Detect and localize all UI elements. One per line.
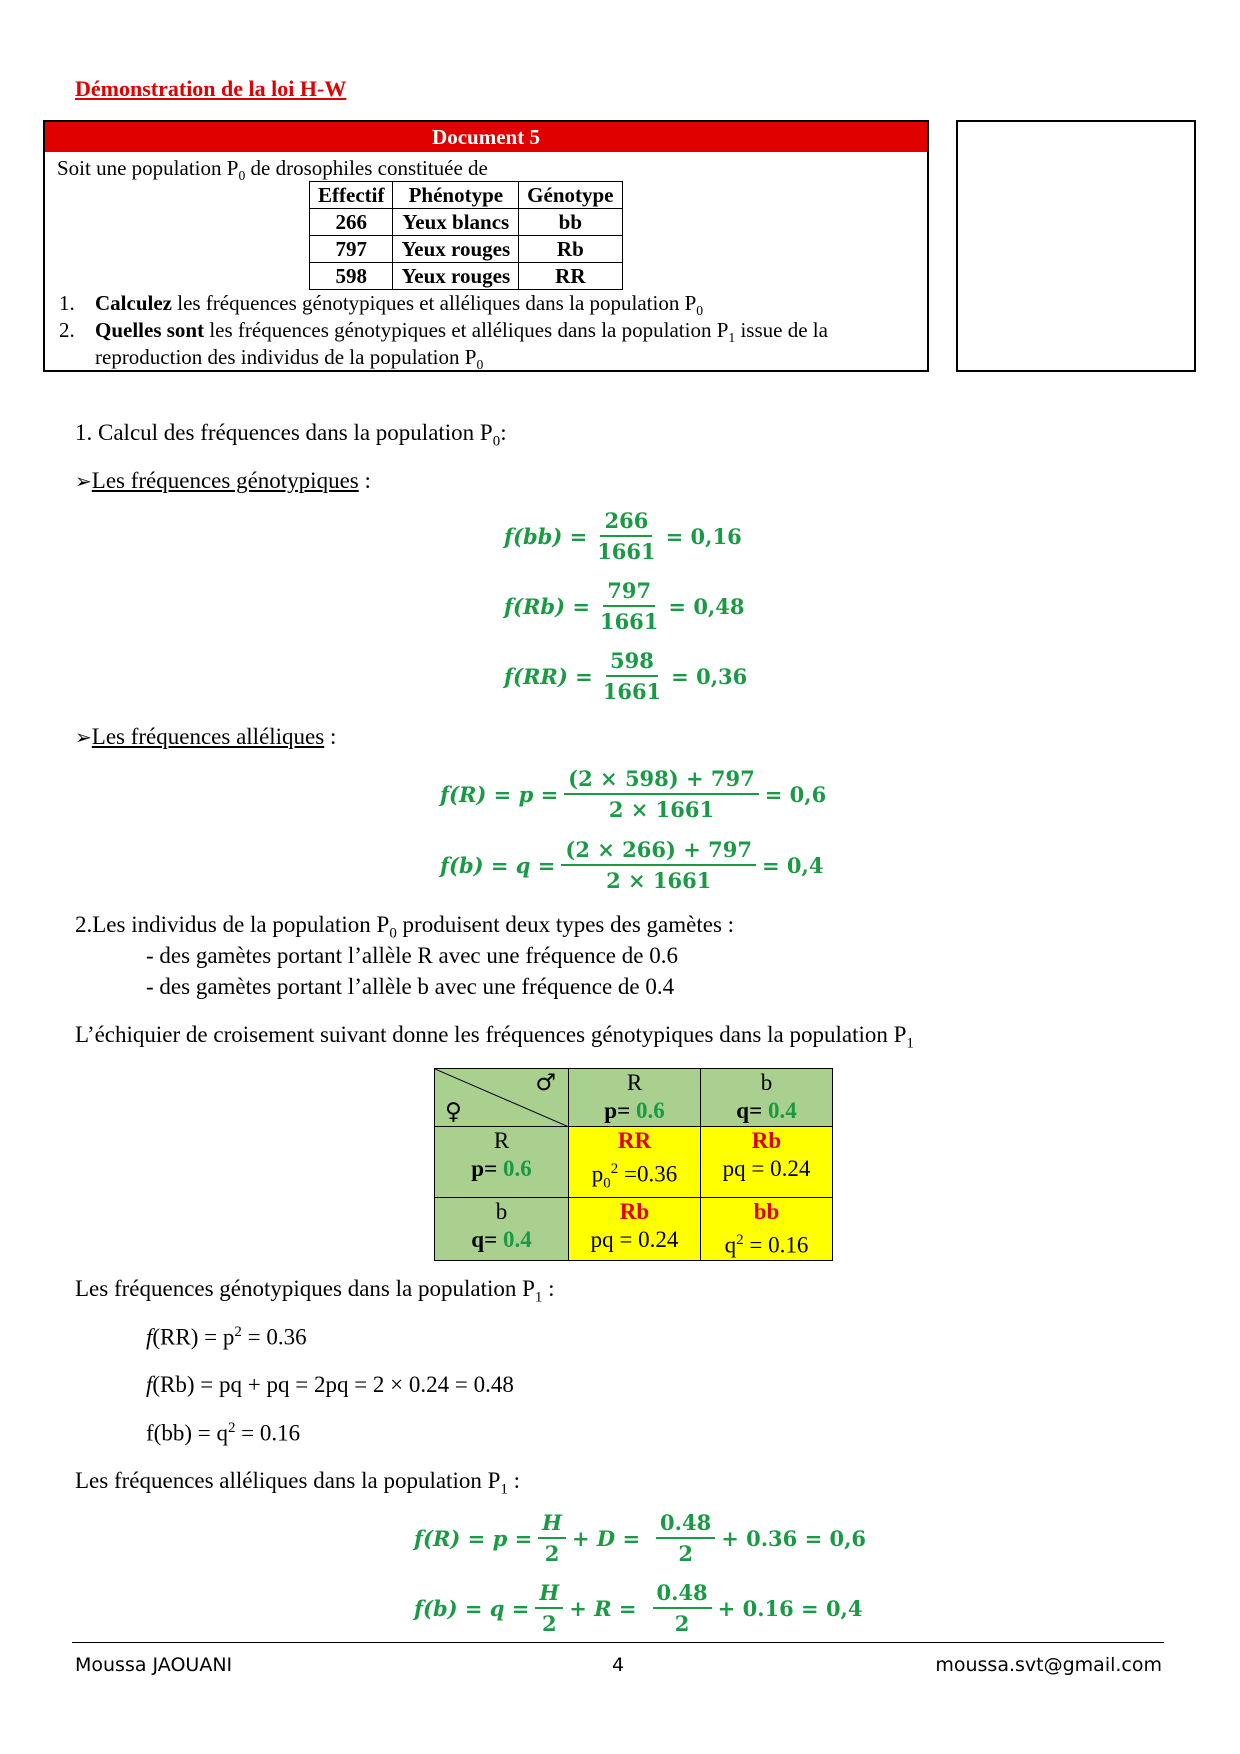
population-table [309,181,623,290]
table-cell: 266 [310,209,393,236]
header-col-b: b q= 0.4 [701,1069,833,1127]
genotypic-label: ➢Les fréquences génotypiques : [75,468,371,493]
table-cell: 797 [310,236,393,263]
table-row [435,1198,833,1261]
table-cell: Yeux rouges [393,263,519,290]
equation-p1-f-b: f(b) = q = $\frac{H}{2}$ + R = $\frac{0.48}{2}$ + 0.16 = 0,4 [414,1580,863,1636]
p1-allele-heading: Les fréquences alléliques dans la population $P_1$ : [75,1468,520,1498]
p1-f-rr: $f(RR) = p^2 = 0.36$ [146,1324,307,1350]
male-icon: ♂ [535,1070,556,1096]
empty-side-box [956,120,1196,372]
document-box [43,120,929,372]
question-2: 2. Quelles sont les fréquences génotypiques et alléliques dans la population $P_1$ issue de la [59,318,828,346]
equation-f-bb: f(bb) = $\frac{266}{1661}$ = 0,16 [504,508,742,564]
table-header: Génotype [519,182,622,209]
equation-f-rr: f(RR) = $\frac{598}{1661}$ = 0,36 [504,648,748,704]
table-header: Phénotype [393,182,519,209]
table-row [310,263,623,290]
footer-page-number: 4 [612,1654,625,1676]
equation-f-rb: f(Rb) = $\frac{797}{1661}$ = 0,48 [504,578,745,634]
cell-rr: RR $p_0^2 =0.36$ [569,1127,701,1198]
question-2-continued: reproduction des individus de la population $P_0$ [95,345,484,373]
footer-email: moussa.svt@gmail.com [935,1654,1162,1676]
document-intro: Soit une population $P_0$ de drosophiles constituée de [57,156,488,184]
table-header: Effectif [310,182,393,209]
arrow-bullet-icon: ➢ [75,469,92,493]
part2-intro: 2.Les individus de la population $P_0$ produisent deux types des gamètes : [75,912,735,942]
cell-rb-bottom: Rb pq = 0.24 [569,1198,701,1261]
table-cell: bb [519,209,622,236]
header-row-b: b q= 0.4 [435,1198,569,1261]
table-row [310,209,623,236]
footer-author: Moussa JAOUANI [75,1654,233,1676]
female-icon: ♀ [445,1099,462,1125]
corner-cell [435,1069,569,1127]
table-cell: Yeux rouges [393,236,519,263]
table-cell: Yeux blancs [393,209,519,236]
arrow-bullet-icon: ➢ [75,725,92,749]
header-row-r: R p= 0.6 [435,1127,569,1198]
page-title: Démonstration de la loi H-W [75,76,347,101]
table-row [435,1127,833,1198]
echiquier-intro: L’échiquier de croisement suivant donne les fréquences génotypiques dans la population $P_1$ [75,1022,914,1052]
table-cell: RR [519,263,622,290]
cross-table [434,1068,833,1261]
footer-divider [72,1642,1164,1643]
p1-geno-heading: Les fréquences génotypiques dans la population $P_1$ : [75,1276,555,1306]
header-col-r: R p= 0.6 [569,1069,701,1127]
document-header: Document 5 [45,122,927,152]
allelic-label: ➢Les fréquences alléliques : [75,724,337,749]
p1-f-bb: $f(bb) = q^2 = 0.16$ [146,1420,301,1446]
part1-heading: 1. Calcul des fréquences dans la population $P_0$: [75,420,507,450]
equation-f-b: f(b) = q = $\frac{(2 \times 266) + 797}{2 \times 1661}$ = 0,4 [440,837,824,893]
p1-f-rb: f(Rb) = pq + pq = 2pq = 2 × 0.24 = 0.48 [146,1372,514,1397]
table-cell: 598 [310,263,393,290]
equation-f-r: f(R) = p = $\frac{(2 \times 598) + 797}{2 \times 1661}$ = 0,6 [440,766,827,822]
cell-bb: bb $q^2 = 0.16$ [701,1198,833,1261]
question-1: 1. Calculez les fréquences génotypiques et alléliques dans la population $P_0$ [59,291,704,319]
cell-rb-top: Rb pq = 0.24 [701,1127,833,1198]
gamete-item-1: - des gamètes portant l’allèle R avec une fréquence de 0.6 [146,943,678,968]
table-header-row [310,182,623,209]
table-row [435,1069,833,1127]
gamete-item-2: - des gamètes portant l’allèle b avec une fréquence de 0.4 [146,974,675,999]
equation-p1-f-r: f(R) = p = $\frac{H}{2}$ + D = $\frac{0.48}{2}$ + 0.36 = 0,6 [414,1510,867,1566]
table-cell: Rb [519,236,622,263]
table-row [310,236,623,263]
